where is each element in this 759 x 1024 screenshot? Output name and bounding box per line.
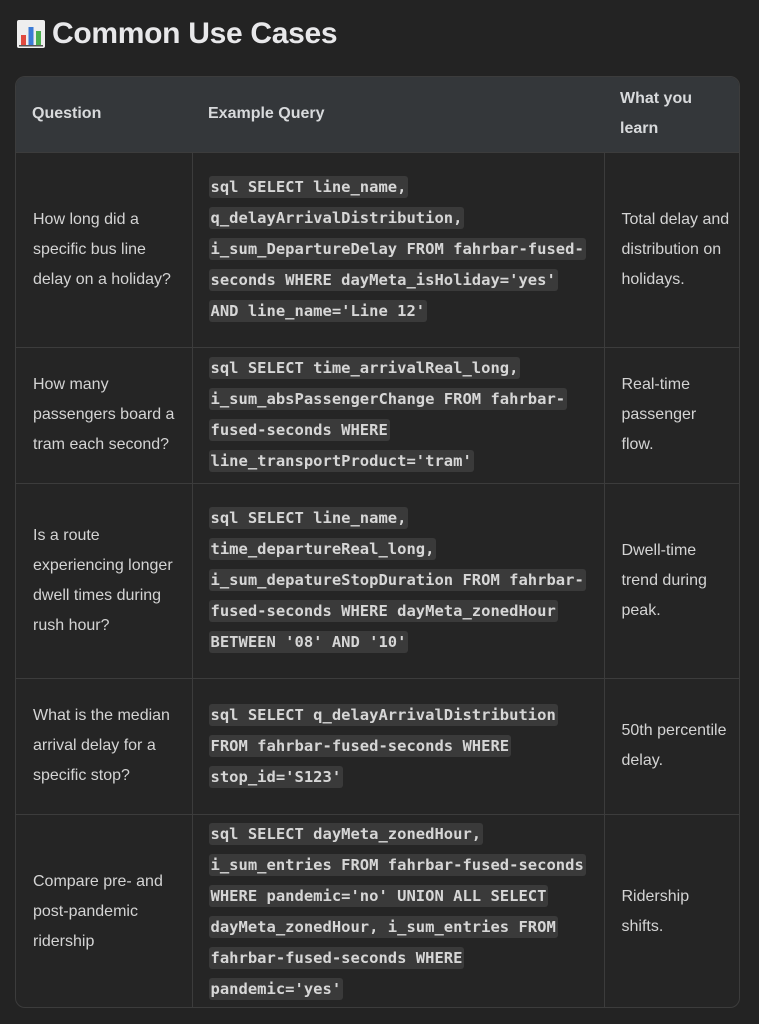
learn-cell: Real-time passenger flow. bbox=[604, 347, 740, 483]
question-cell: Compare pre- and post-pandemic ridership bbox=[16, 814, 192, 1008]
table-row bbox=[16, 483, 740, 678]
query-cell bbox=[192, 347, 604, 483]
header-example-query: Example Query bbox=[208, 105, 325, 123]
query-cell bbox=[192, 814, 604, 1008]
query-code: sql SELECT time_arrivalReal_long, i_sum_absPassengerChange FROM fahrbar-fused-seconds WHERE line_transportProduct='tram' bbox=[210, 359, 566, 470]
query-code: sql SELECT q_delayArrivalDistribution FROM fahrbar-fused-seconds WHERE stop_id='S123' bbox=[210, 705, 556, 786]
table-row bbox=[16, 347, 740, 483]
page-title: Common Use Cases bbox=[52, 17, 338, 50]
use-cases-table bbox=[15, 76, 740, 1008]
bar-chart-icon bbox=[16, 19, 46, 49]
query-code: sql SELECT line_name, q_delayArrivalDistribution, i_sum_DepartureDelay FROM fahrbar-fused-seconds WHERE dayMeta_isHoliday='yes' AND line_name='Line 12' bbox=[210, 178, 584, 320]
question-cell: How long did a specific bus line delay on a holiday? bbox=[16, 152, 192, 347]
query-code: sql SELECT line_name, time_departureReal_long, i_sum_depatureStopDuration FROM fahrbar-fused-seconds WHERE dayMeta_zonedHour BETWEEN '08' AND '10' bbox=[210, 509, 584, 651]
table-row bbox=[16, 152, 740, 347]
query-cell bbox=[192, 678, 604, 814]
header-question: Question bbox=[32, 105, 102, 123]
query-cell bbox=[192, 152, 604, 347]
learn-cell: Dwell-time trend during peak. bbox=[604, 483, 740, 678]
learn-cell: 50th percentile delay. bbox=[604, 678, 740, 814]
question-cell: How many passengers board a tram each second? bbox=[16, 347, 192, 483]
table-row bbox=[16, 814, 740, 1008]
learn-cell: Total delay and distribution on holidays. bbox=[604, 152, 740, 347]
header-what-you-learn: What you learn bbox=[620, 90, 692, 138]
learn-cell: Ridership shifts. bbox=[604, 814, 740, 1008]
table-header-row bbox=[16, 77, 740, 152]
question-cell: Is a route experiencing longer dwell times during rush hour? bbox=[16, 483, 192, 678]
page-heading bbox=[16, 14, 337, 54]
query-cell bbox=[192, 483, 604, 678]
question-cell: What is the median arrival delay for a specific stop? bbox=[16, 678, 192, 814]
query-code: sql SELECT dayMeta_zonedHour, i_sum_entries FROM fahrbar-fused-seconds WHERE pandemic='no' UNION ALL SELECT dayMeta_zonedHour, i_sum_entries FROM fahrbar-fused-seconds WHERE pandemic='yes' bbox=[210, 824, 584, 998]
table-row bbox=[16, 678, 740, 814]
